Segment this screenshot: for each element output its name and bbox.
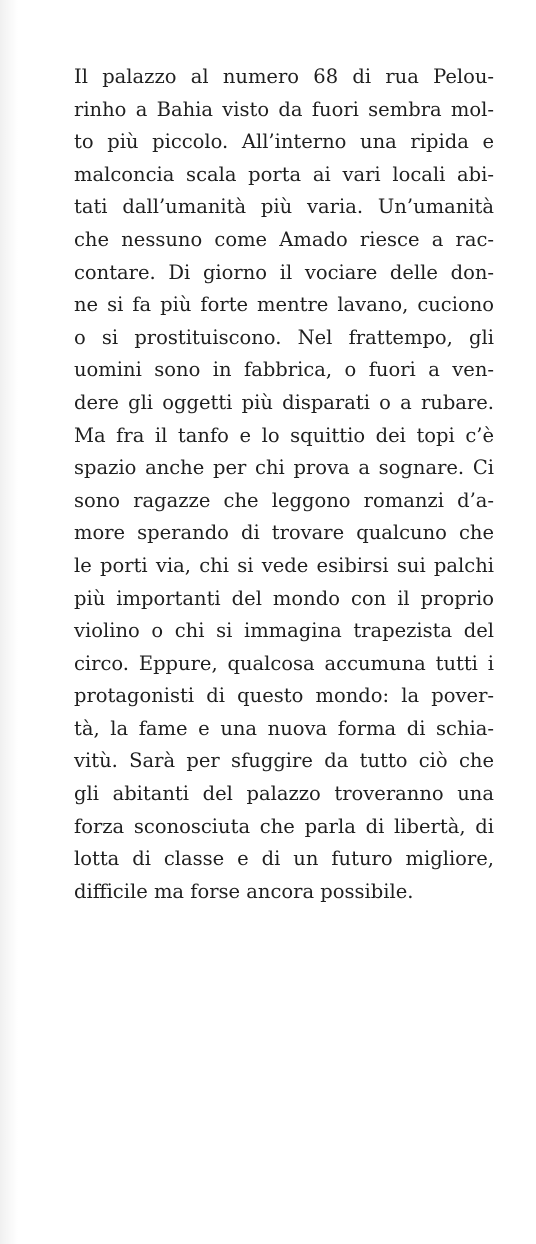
text-line: dere gli oggetti più disparati o a rubare.: [74, 390, 494, 414]
text-line: che nessuno come Amado riesce a rac-: [74, 227, 494, 251]
text-line: sono ragazze che leggono romanzi d’a-: [74, 488, 494, 512]
text-line: più importanti del mondo con il proprio: [74, 586, 494, 610]
text-line: circo. Eppure, qualcosa accumuna tutti i: [74, 651, 494, 675]
text-line: violino o chi si immagina trapezista del: [74, 619, 494, 643]
text-line: spazio anche per chi prova a sognare. Ci: [74, 456, 494, 480]
text-line: gli abitanti del palazzo troveranno una: [74, 782, 494, 806]
text-line: Il palazzo al numero 68 di rua Pelou-: [74, 65, 494, 88]
text-line: to più piccolo. All’interno una ripida e: [74, 130, 494, 154]
text-line: contare. Di giorno il vociare delle don-: [74, 260, 494, 284]
text-line: forza sconosciuta che parla di libertà, di: [74, 814, 494, 838]
text-line: Ma fra il tanfo e lo squittio dei topi c’è: [74, 423, 494, 447]
text-line: more sperando di trovare qualcuno che: [74, 521, 494, 545]
synopsis-paragraph: [74, 61, 494, 908]
text-line: malconcia scala porta ai vari locali abi-: [74, 162, 494, 186]
text-line: tà, la fame e una nuova forma di schia-: [74, 716, 494, 740]
text-line: tati dall’umanità più varia. Un’umanità: [74, 195, 494, 219]
text-line: difficile ma forse ancora possibile.: [74, 879, 414, 903]
text-line: o si prostituiscono. Nel frattempo, gli: [74, 325, 494, 349]
text-line: le porti via, chi si vede esibirsi sui palchi: [74, 553, 494, 577]
text-line: protagonisti di questo mondo: la pover-: [74, 684, 494, 708]
text-line: rinho a Bahia visto da fuori sembra mol-: [74, 97, 494, 121]
page-edge-shadow: [0, 0, 18, 1244]
text-line: uomini sono in fabbrica, o fuori a ven-: [74, 358, 494, 382]
text-line: ne si fa più forte mentre lavano, cuciono: [74, 293, 494, 317]
text-line: vitù. Sarà per sfuggire da tutto ciò che: [74, 749, 494, 773]
text-line: lotta di classe e di un futuro migliore,: [74, 847, 494, 871]
